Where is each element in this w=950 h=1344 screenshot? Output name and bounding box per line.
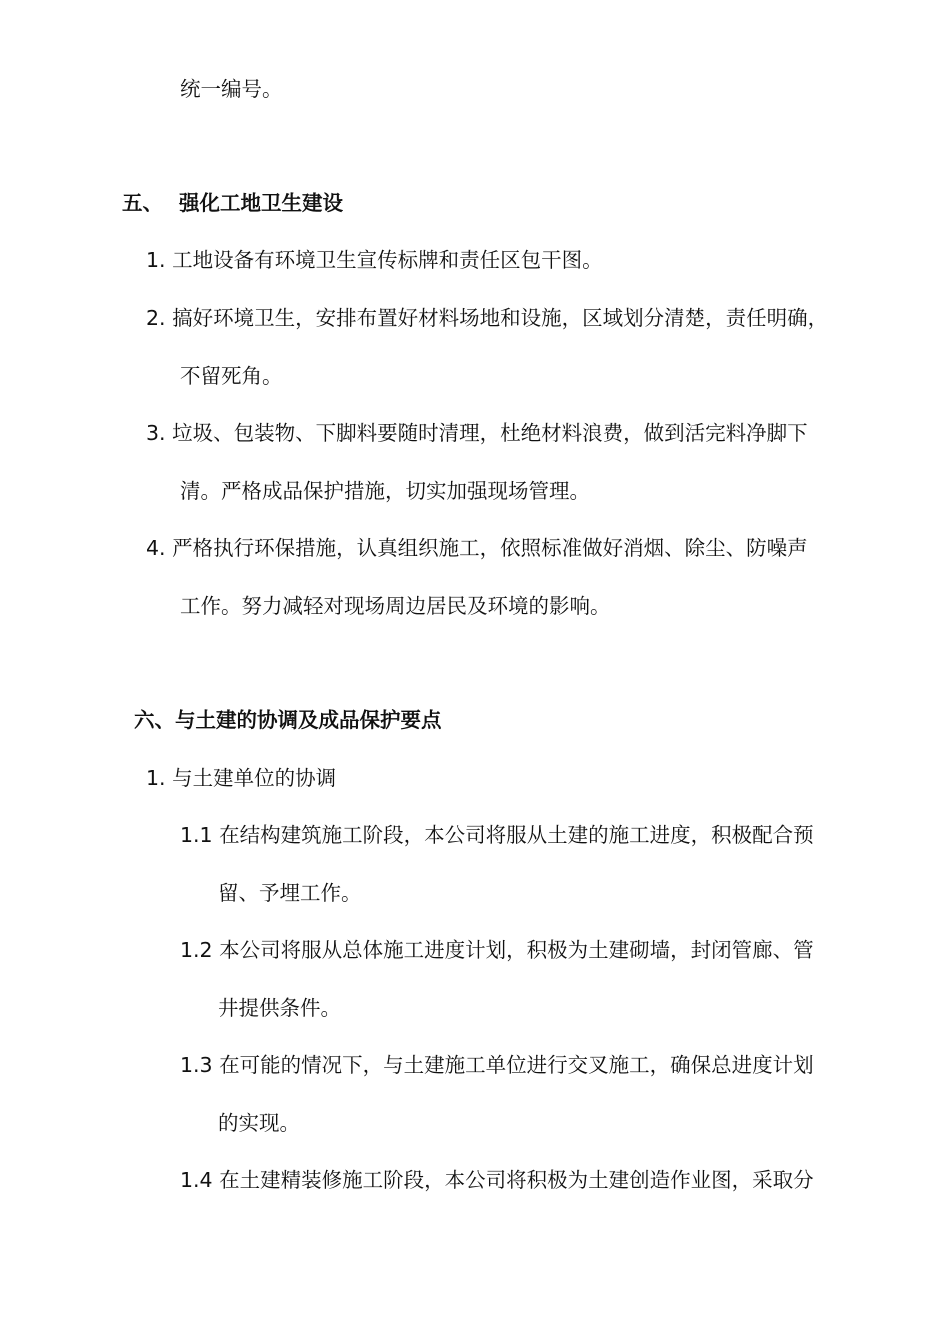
- subitem-number: 1.4: [180, 1168, 213, 1192]
- section5-number: 五、: [122, 191, 163, 215]
- item-text: 严格执行环保措施，认真组织施工，依照标准做好消烟、除尘、防噪声: [172, 536, 808, 560]
- section5-title: 强化工地卫生建设: [179, 191, 343, 215]
- section5-heading: [122, 189, 343, 217]
- item-text: 工地设备有环境卫生宣传标牌和责任区包干图。: [172, 248, 603, 272]
- item-text: 与土建单位的协调: [172, 766, 337, 790]
- item-text: 搞好环境卫生，安排布置好材料场地和设施，区域划分清楚，责任明确，: [172, 306, 829, 330]
- sub-list-item: [180, 1051, 814, 1079]
- subitem-text: 在土建精装修施工阶段，本公司将积极为土建创造作业图，采取分: [219, 1168, 814, 1192]
- sub-list-item: [180, 1166, 814, 1194]
- item-number: 1.: [146, 766, 166, 790]
- list-item: [146, 534, 808, 562]
- item-number: 1.: [146, 248, 166, 272]
- item-text: 垃圾、包装物、下脚料要随时清理，杜绝材料浪费，做到活完料净脚下: [172, 421, 808, 445]
- subitem-number: 1.2: [180, 938, 213, 962]
- list-item: [146, 304, 828, 332]
- section6-heading: 六、与土建的协调及成品保护要点: [134, 708, 442, 732]
- item-number: 3.: [146, 421, 166, 445]
- subitem-text: 本公司将服从总体施工进度计划，积极为土建砌墙，封闭管廊、管: [219, 938, 814, 962]
- item-continuation: 不留死角。: [180, 364, 283, 388]
- subitem-number: 1.3: [180, 1053, 213, 1077]
- subitem-continuation: 井提供条件。: [218, 996, 341, 1020]
- subitem-text: 在结构建筑施工阶段，本公司将服从土建的施工进度，积极配合预: [219, 823, 814, 847]
- subitem-continuation: 的实现。: [218, 1111, 300, 1135]
- subitem-continuation: 留、予埋工作。: [218, 881, 362, 905]
- list-item: [146, 764, 336, 792]
- item-continuation: 工作。努力减轻对现场周边居民及环境的影响。: [180, 594, 611, 618]
- sub-list-item: [180, 821, 814, 849]
- item-number: 2.: [146, 306, 166, 330]
- item-continuation: 清。严格成品保护措施，切实加强现场管理。: [180, 479, 590, 503]
- item-number: 4.: [146, 536, 166, 560]
- subitem-text: 在可能的情况下，与土建施工单位进行交叉施工，确保总进度计划: [219, 1053, 814, 1077]
- continuation-line: 统一编号。: [180, 77, 283, 101]
- subitem-number: 1.1: [180, 823, 213, 847]
- sub-list-item: [180, 936, 814, 964]
- list-item: [146, 419, 808, 447]
- list-item: [146, 246, 603, 274]
